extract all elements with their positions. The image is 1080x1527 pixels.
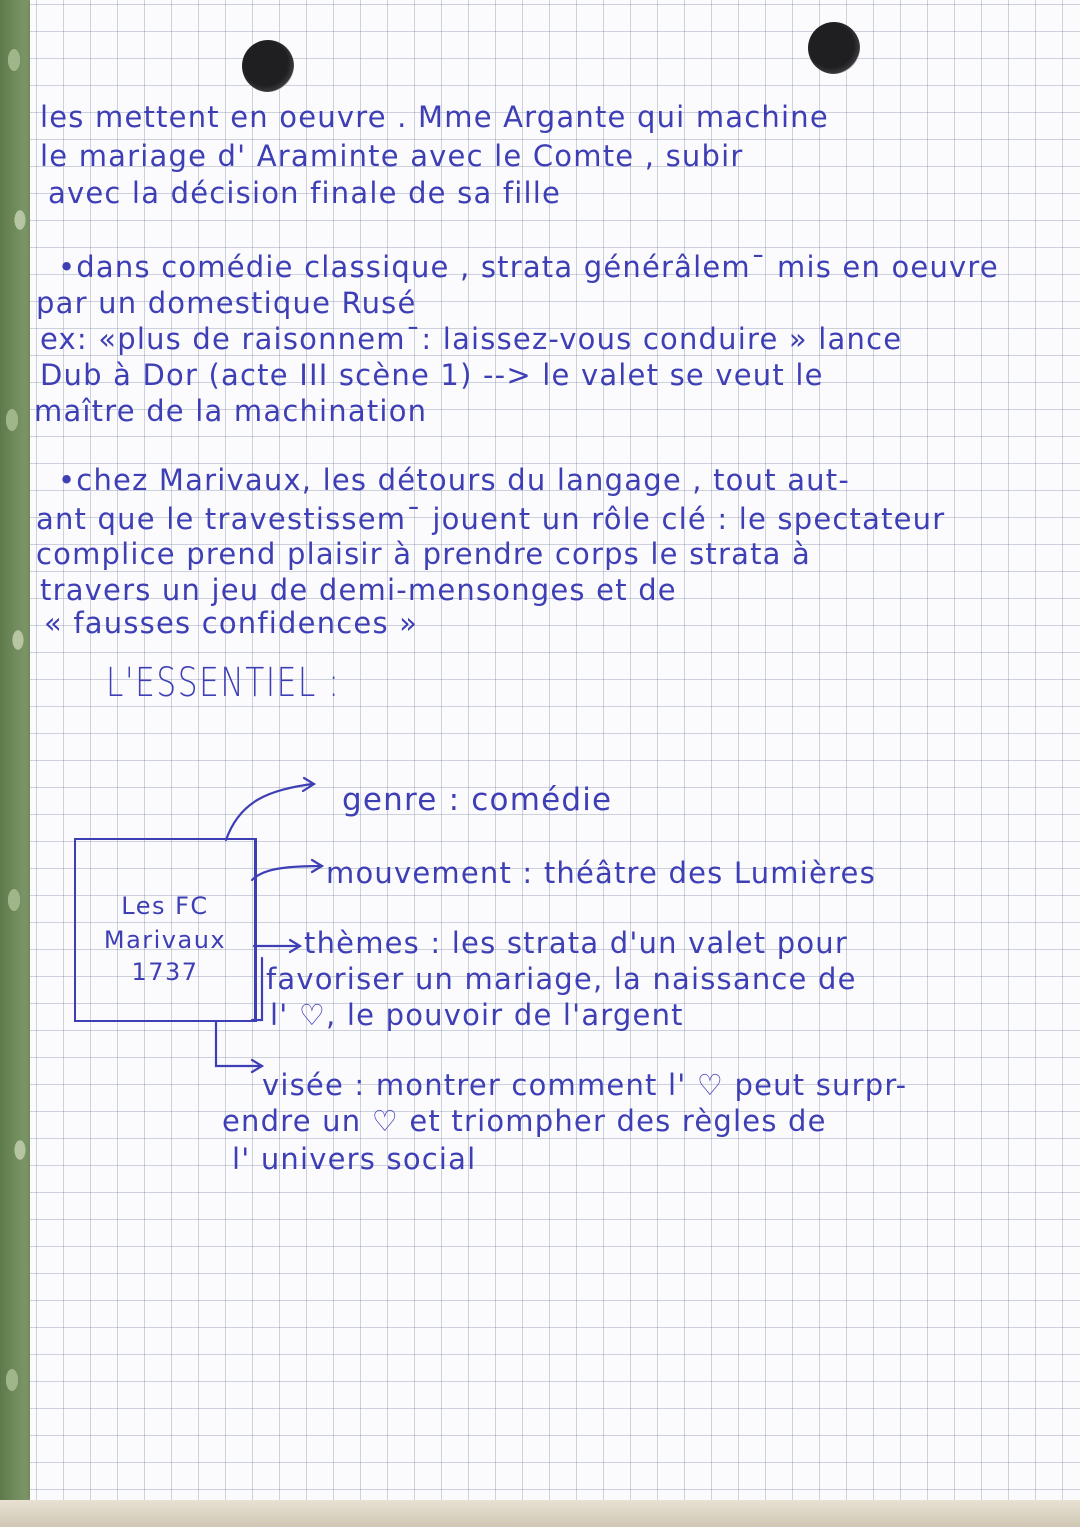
text-line: •dans comédie classique , strata générâlem¯ mis en oeuvre [58,250,999,284]
arrow-visee [216,1022,262,1066]
text-line: •chez Marivaux, les détours du langage , tout aut- [58,463,850,497]
branch-themes: favoriser un mariage, la naissance de [266,962,857,996]
text-line: complice prend plaisir à prendre corps le strata à [36,537,812,571]
branch-visee: l' univers social [232,1142,477,1176]
branch-mouvement: mouvement : théâtre des Lumières [326,856,876,890]
text-line: Dub à Dor (acte III scène 1) --> le valet se veut le [40,358,824,392]
text-line: travers un jeu de demi-mensonges et de [40,573,677,607]
box-title: Les FC [121,892,209,920]
text-line: « fausses confidences » [44,606,419,640]
branch-visee: visée : montrer comment l' ♡ peut surpr- [262,1068,908,1102]
arrow-genre [226,784,312,840]
box-author: Marivaux [103,926,227,954]
text-line: avec la décision finale de sa fille [48,176,562,210]
section-heading: L'ESSENTIEL : [106,660,341,706]
box-year: 1737 [131,958,199,986]
arrow-mouvement [252,866,322,880]
branch-visee: endre un ♡ et triompher des règles de [222,1104,827,1138]
text-line: les mettent en oeuvre . Mme Argante qui machine [40,100,829,134]
work-box [74,838,257,1022]
text-line: par un domestique Rusé [36,286,417,320]
branch-genre: genre : comédie [342,782,613,818]
text-line: ex: «plus de raisonnem¯: laissez-vous conduire » lance [40,322,903,356]
text-line: maître de la machination [34,394,428,428]
text-line: ant que le travestissem¯ jouent un rôle clé : le spectateur [36,502,946,536]
text-line: le mariage d' Araminte avec le Comte , subir [40,139,744,173]
branch-themes: thèmes : les strata d'un valet pour [304,926,848,960]
branch-themes: l' ♡, le pouvoir de l'argent [270,998,684,1032]
